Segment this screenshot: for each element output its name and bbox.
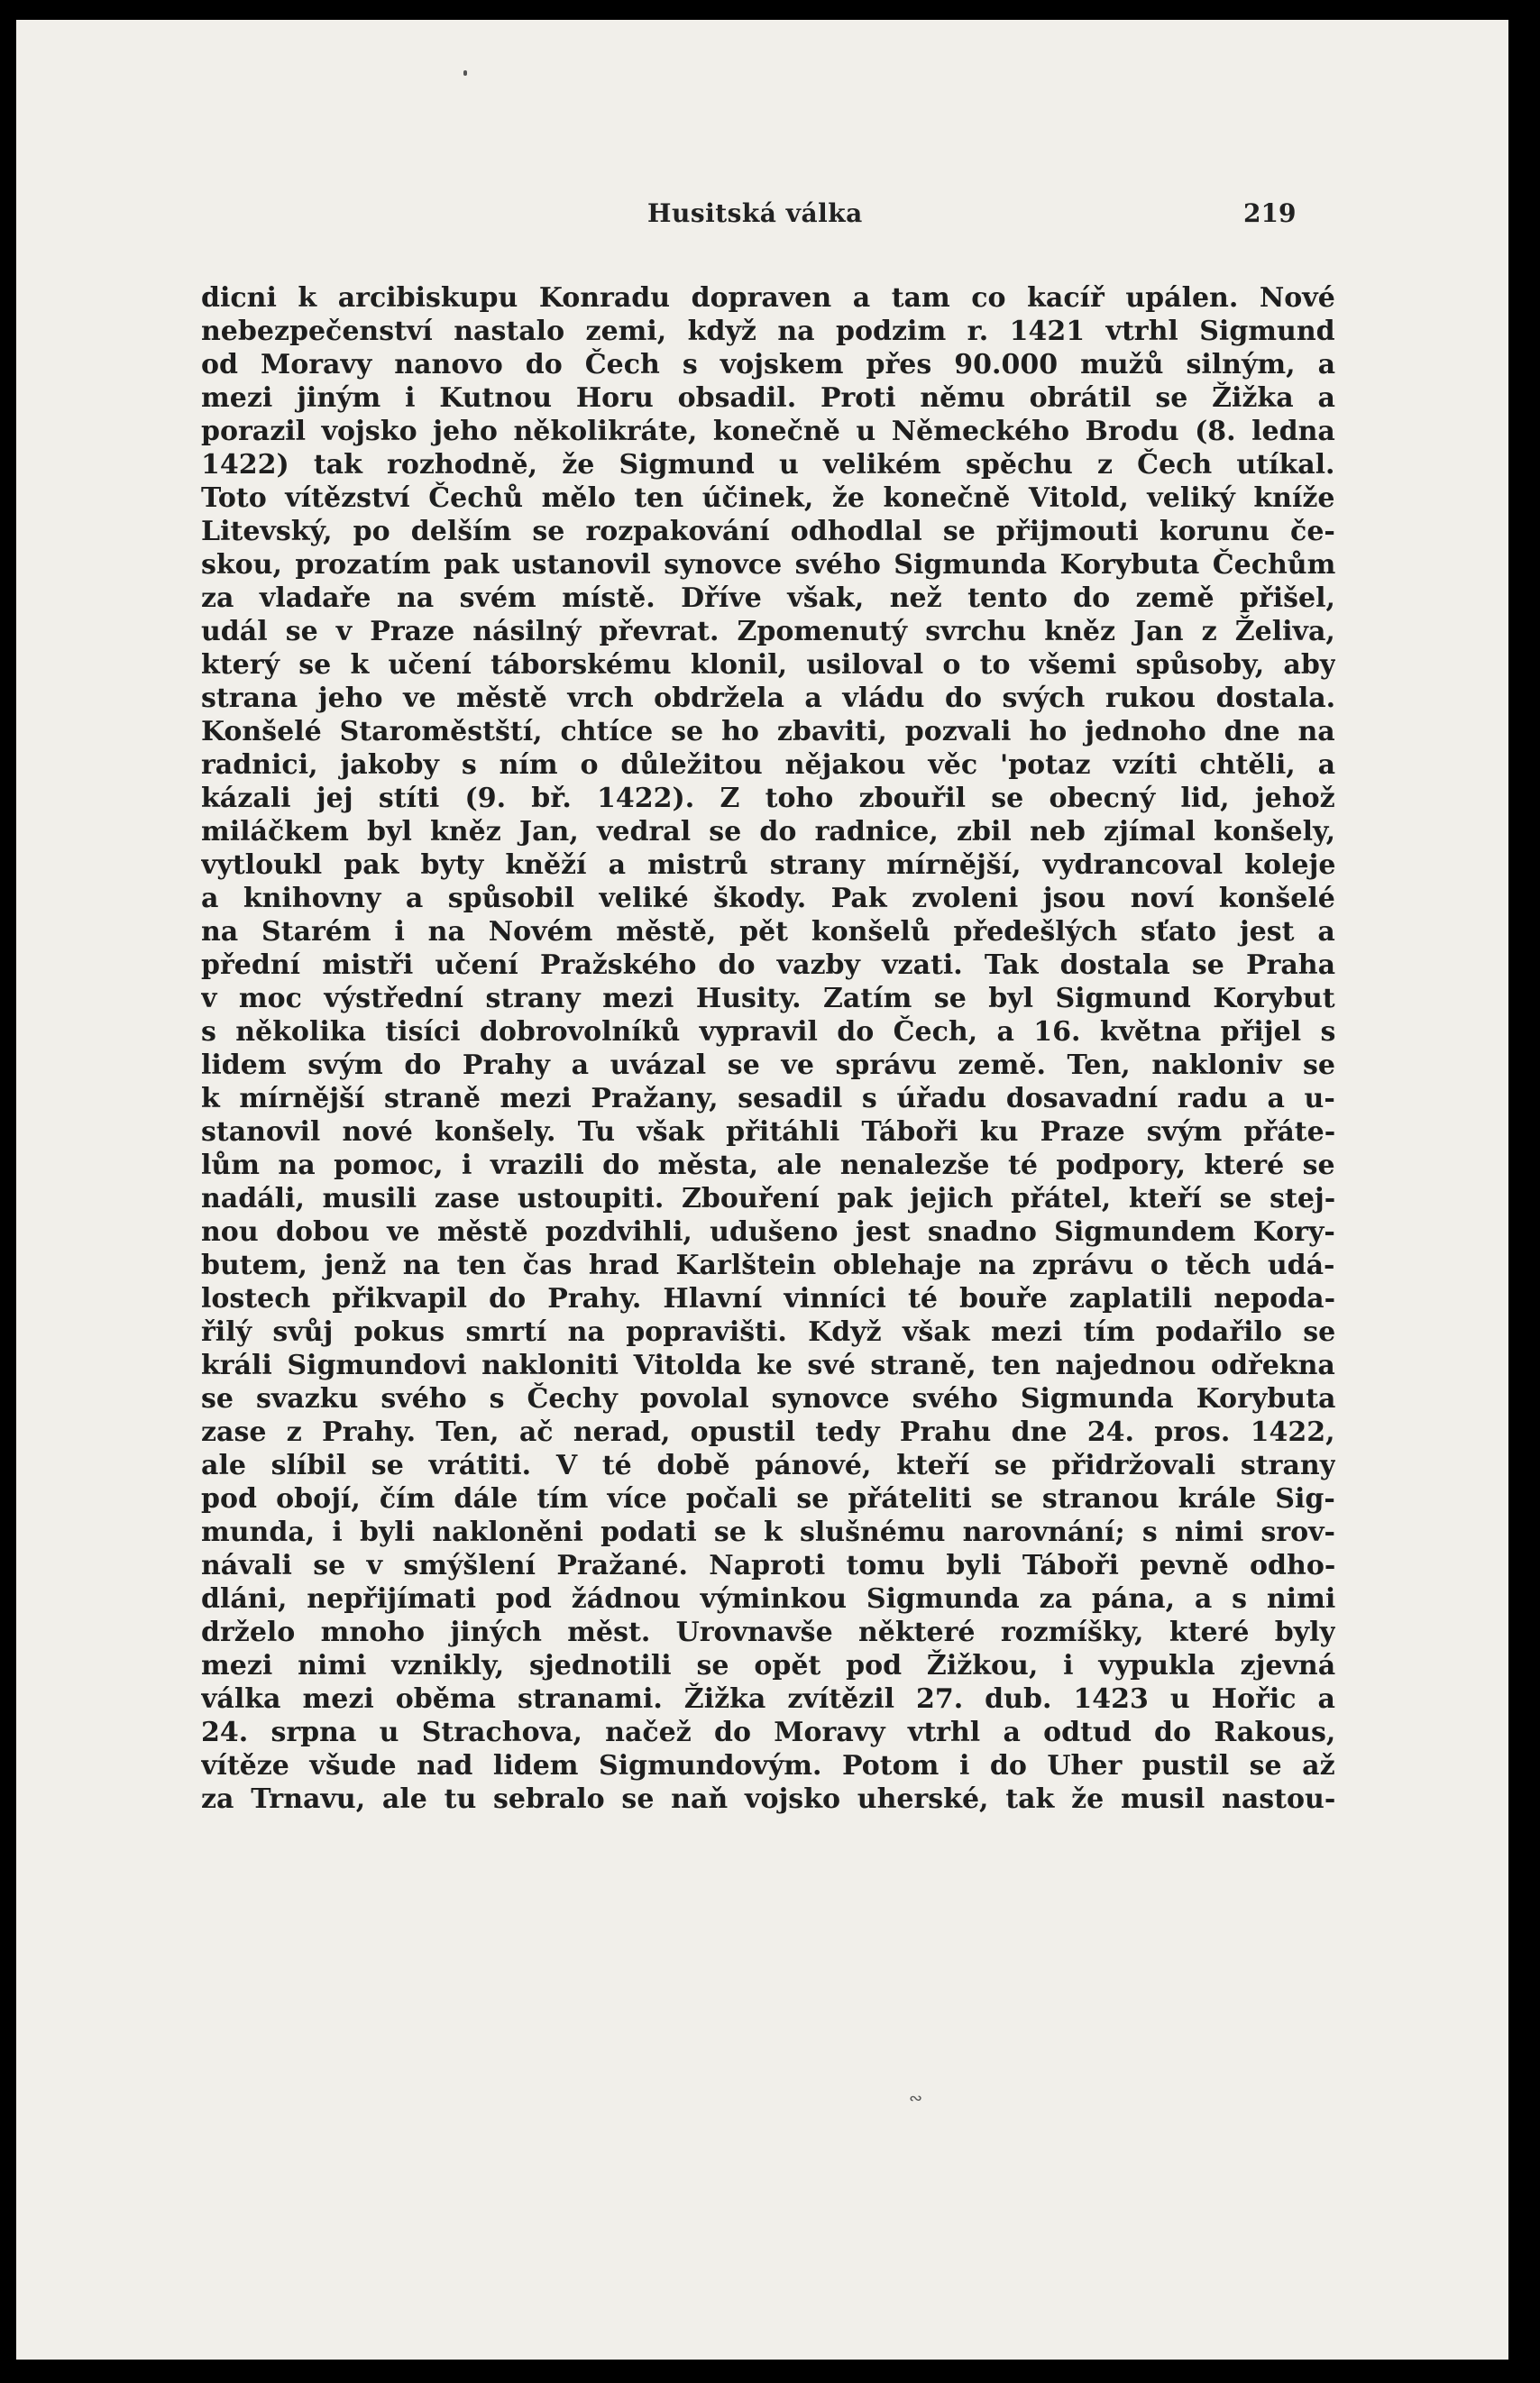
text-line: řilý svůj pokus smrtí na popravišti. Když však mezi tím podařilo se [201, 1316, 1335, 1348]
text-line: přední mistři učení Pražského do vazby vzati. Tak dostala se Praha [201, 949, 1335, 981]
text-line: radnici, jakoby s ním o důležitou nějakou věc 'potaz vzíti chtěli, a [201, 749, 1335, 781]
text-line: pod obojí, čím dále tím více počali se přáteliti se stranou krále Sig- [201, 1483, 1335, 1515]
text-line: v moc výstřední strany mezi Husity. Zatím se byl Sigmund Korybut [201, 983, 1335, 1014]
text-line: návali se v smýšlení Pražané. Naproti tomu byli Táboři pevně odho- [201, 1550, 1335, 1581]
text-line: vítěze všude nad lidem Sigmundovým. Potom i do Uher pustil se až [201, 1750, 1335, 1782]
text-line: s několika tisíci dobrovolníků vypravil do Čech, a 16. května přijel s [201, 1016, 1335, 1048]
text-line: dláni, nepřijímati pod žádnou výminkou Sigmunda za pána, a s nimi [201, 1583, 1335, 1615]
text-line: udál se v Praze násilný převrat. Zpomenutý svrchu kněz Jan z Želiva, [201, 616, 1335, 647]
text-line: k mírnější straně mezi Pražany, sesadil s úřadu dosavadní radu a u- [201, 1083, 1335, 1114]
text-line: Konšelé Staroměstští, chtíce se ho zbaviti, pozvali ho jednoho dne na [201, 716, 1335, 747]
ink-speck [463, 70, 467, 76]
book-page [16, 20, 1508, 2360]
text-line: za Trnavu, ale tu sebralo se naň vojsko uherské, tak že musil nastou- [201, 1783, 1335, 1815]
text-line: králi Sigmundovi nakloniti Vitolda ke své straně, ten najednou odřekna [201, 1350, 1335, 1381]
text-line: za vladaře na svém místě. Dříve však, než tento do země přišel, [201, 582, 1335, 614]
running-title: Husitská válka [647, 198, 863, 228]
text-line: se svazku svého s Čechy povolal synovce svého Sigmunda Korybuta [201, 1383, 1335, 1415]
text-line: miláčkem byl kněz Jan, vedral se do radnice, zbil neb zjímal konšely, [201, 816, 1335, 848]
text-line: mezi nimi vznikly, sjednotili se opět pod Žižkou, i vypukla zjevná [201, 1650, 1335, 1682]
text-line: od Moravy nanovo do Čech s vojskem přes 90.000 mužů silným, a [201, 349, 1335, 380]
text-line: nebezpečenství nastalo zemi, když na podzim r. 1421 vtrhl Sigmund [201, 316, 1335, 347]
text-line: který se k učení táborskému klonil, usiloval o to všemi spůsoby, aby [201, 649, 1335, 681]
text-line: 24. srpna u Strachova, načež do Moravy vtrhl a odtud do Rakous, [201, 1717, 1335, 1748]
text-line: zase z Prahy. Ten, ač nerad, opustil tedy Prahu dne 24. pros. 1422, [201, 1416, 1335, 1448]
text-line: lidem svým do Prahy a uvázal se ve správu země. Ten, nakloniv se [201, 1049, 1335, 1081]
text-line: kázali jej stíti (9. bř. 1422). Z toho zbouřil se obecný lid, jehož [201, 783, 1335, 814]
text-line: drželo mnoho jiných měst. Urovnavše některé rozmíšky, které byly [201, 1617, 1335, 1648]
page-number: 219 [1243, 198, 1297, 228]
text-line: válka mezi oběma stranami. Žižka zvítězil 27. dub. 1423 u Hořic a [201, 1683, 1335, 1715]
text-line: stanovil nové konšely. Tu však přitáhli Táboři ku Praze svým přáte- [201, 1116, 1335, 1148]
body-text [201, 281, 1335, 1816]
text-line: skou, prozatím pak ustanovil synovce svého Sigmunda Korybuta Čechům [201, 549, 1335, 581]
text-line: nou dobou ve městě pozdvihli, udušeno jest snadno Sigmundem Kory- [201, 1216, 1335, 1248]
text-line: vytloukl pak byty kněží a mistrů strany mírnější, vydrancoval koleje [201, 849, 1335, 881]
ink-mark: ∾ [909, 2089, 923, 2108]
text-line: a knihovny a spůsobil veliké škody. Pak zvoleni jsou noví konšelé [201, 883, 1335, 914]
text-line: butem, jenž na ten čas hrad Karlštein oblehaje na zprávu o těch udá- [201, 1250, 1335, 1281]
text-line: Litevský, po delším se rozpakování odhodlal se přijmouti korunu če- [201, 516, 1335, 547]
text-line: Toto vítězství Čechů mělo ten účinek, že konečně Vitold, veliký kníže [201, 482, 1335, 514]
text-line: ale slíbil se vrátiti. V té době pánové, kteří se přidržovali strany [201, 1450, 1335, 1481]
text-line: dicni k arcibiskupu Konradu dopraven a tam co kacíř upálen. Nové [201, 282, 1335, 314]
text-line: munda, i byli nakloněni podati se k slušnému narovnání; s nimi srov- [201, 1517, 1335, 1548]
text-line: strana jeho ve městě vrch obdržela a vládu do svých rukou dostala. [201, 683, 1335, 714]
text-line: lostech přikvapil do Prahy. Hlavní vinníci té bouře zaplatili nepoda- [201, 1283, 1335, 1315]
text-line: na Starém i na Novém městě, pět konšelů předešlých sťato jest a [201, 916, 1335, 948]
text-line: nadáli, musili zase ustoupiti. Zbouření pak jejich přátel, kteří se stej- [201, 1183, 1335, 1214]
text-line: porazil vojsko jeho několikráte, konečně u Německého Brodu (8. ledna [201, 416, 1335, 447]
text-line: lům na pomoc, i vrazili do města, ale nenalezše té podpory, které se [201, 1150, 1335, 1181]
text-line: 1422) tak rozhodně, že Sigmund u velikém spěchu z Čech utíkal. [201, 449, 1335, 481]
text-line: mezi jiným i Kutnou Horu obsadil. Proti němu obrátil se Žižka a [201, 382, 1335, 414]
